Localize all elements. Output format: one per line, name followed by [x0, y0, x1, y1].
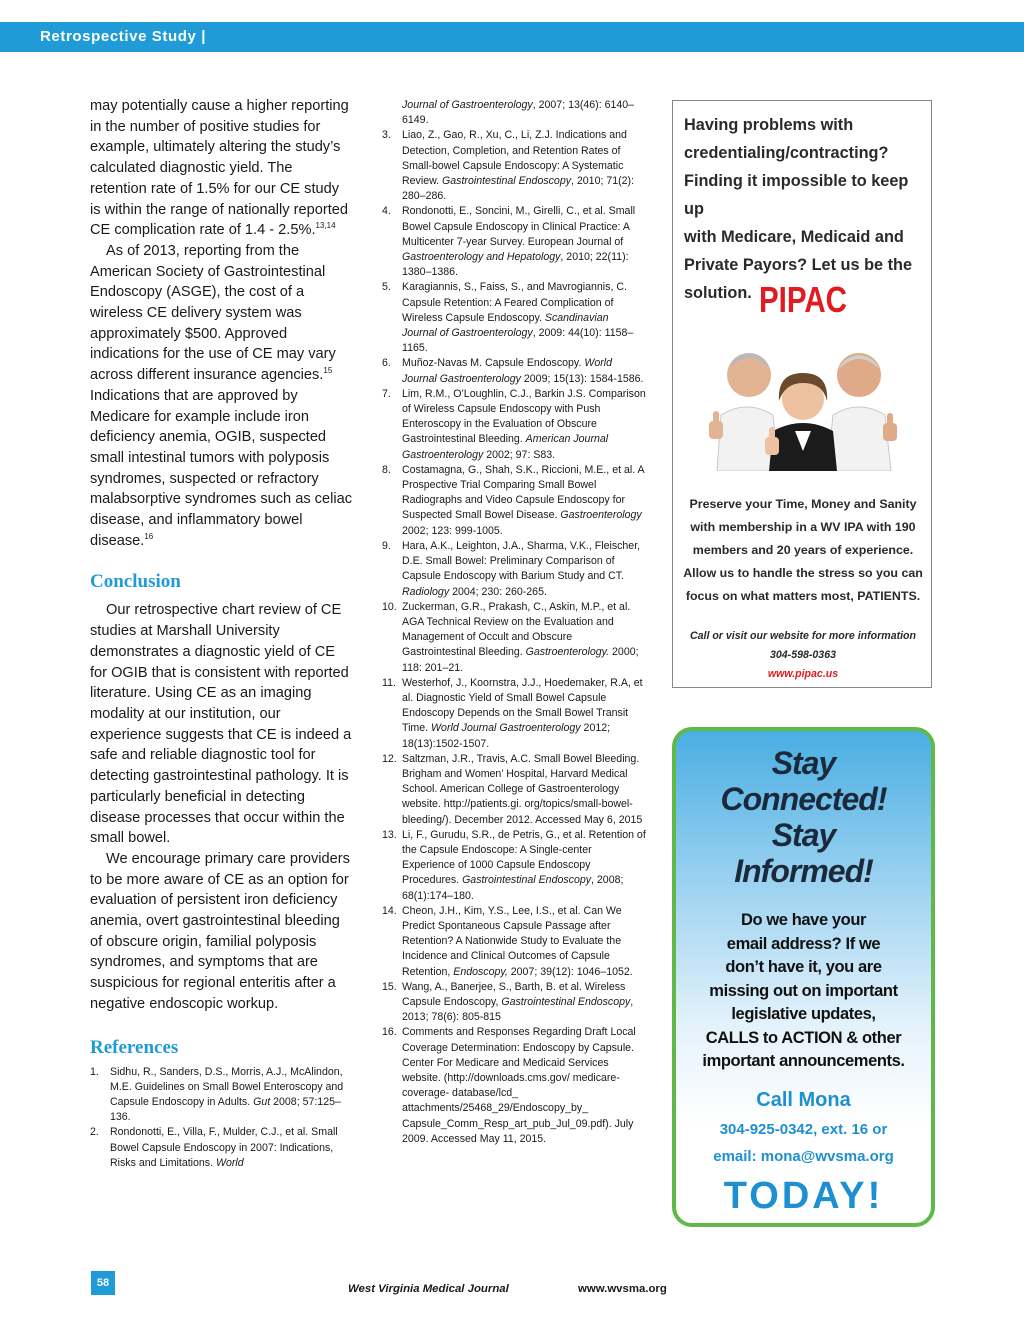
- body-paragraph: may potentially cause a higher reporting in the number of positive studies for example, ultimately altering the study’s calculated diagnostic yield. The retention rate of 1.5% for our CE study is within the range of nationally reported CE complication rate of 1.4 - 2.5%.$^{13,14}$: [90, 98, 349, 239]
- citation-superscript: 13,14: [315, 221, 336, 231]
- reference-continuation: Journal of Gastroenterology, 2007; 13(46): 6140–6149.: [402, 99, 635, 127]
- reference-item: 9. Hara, A.K., Leighton, J.A., Sharma, V.K., Fleischer, D.E. Small Bowel: Preliminary Comparison of Capsule Endoscopy with Barium Study and CT. Radiology 2004; 230: 260-265.: [382, 539, 641, 598]
- column-middle: [382, 98, 646, 1147]
- ad-headline-line: Stay: [771, 817, 836, 853]
- reference-item: 14. Cheon, J.H., Kim, Y.S., Lee, I.S., et al. Can We Predict Spontaneous Capsule Passage after Retention? A Nationwide Study to Evaluate the Incidence and Clinical Outcomes of Capsule Retention, Endoscopy, 2007; 39(12): 1046–1052.: [382, 904, 633, 978]
- reference-item: 15. Wang, A., Banerjee, S., Barth, B. et al. Wireless Capsule Endoscopy, Gastrointestinal Endoscopy, 2013; 78(6): 805-815: [382, 980, 634, 1024]
- pipac-phone: 304-598-0363: [770, 649, 836, 661]
- reference-item: 4. Rondonotti, E., Soncini, M., Girelli, C., et al. Small Bowel Capsule Endoscopy in Clinical Practice: A Multicenter 7-year Survey. European Journal of Gastroenterology and Hepatology, 2010; 22(11): 1380–1386.: [382, 205, 636, 279]
- conclusion-heading: Conclusion: [90, 571, 181, 593]
- woman-center-figure: [765, 373, 837, 471]
- reference-item: 12. Saltzman, J.R., Travis, A.C. Small Bowel Bleeding. Brigham and Women’ Hospital, Harvard Medical School. American College of Gastroenterology website. http://patients.gi. org/topics/small-bowel-bleeding/). December 2012. Accessed May 6, 2015: [382, 752, 643, 826]
- reference-list: [90, 1065, 352, 1171]
- ad-email-link[interactable]: email: mona@wvsma.org: [713, 1148, 894, 1165]
- pipac-headline: Having problems with credentialing/contracting? Finding it impossible to keep up with Medicare, Medicaid and Private Payors? Let us be the solution.: [684, 116, 913, 302]
- pipac-website-link[interactable]: www.pipac.us: [767, 668, 839, 680]
- ad-question: Do we have your email address? If we don’t have it, you are missing out on important legislative updates, CALLS to ACTION & other important announcements.: [702, 911, 905, 1070]
- footer-website: www.wvsma.org: [578, 1283, 667, 1295]
- reference-item: 5. Karagiannis, S., Faiss, S., and Mavrogiannis, C. Capsule Retention: A Feared Complication of Wireless Capsule Endoscopy. Scandinavian Journal of Gastroenterology, 2009: 44(10): 1158–1165.: [382, 281, 634, 355]
- reference-item: 13. Li, F., Gurudu, S.R., de Petris, G., et al. Retention of the Capsule Endoscope: A Single-center Experience of 1000 Capsule Endoscopy Procedures. Gastrointestinal Endoscopy, 2008; 68(1):174–180.: [382, 828, 646, 902]
- citation-superscript: 16: [144, 531, 154, 541]
- body-paragraph: As of 2013, reporting from the American Society of Gastrointestinal Endoscopy (ASGE), the cost of a wireless CE delivery system was approximately $500. Approved indications for the use of CE may vary across different insurance agencies.$^{15}$ Indications that are approved by Medicare for example include iron deficiency anemia, OGIB, suspected small intestinal tumors with polyposis syndromes, suspected or refractory malabsorptive syndromes such as celiac disease, and inflammatory bowel disease.$^{16}$: [90, 242, 352, 549]
- pipac-contact: [681, 627, 925, 684]
- footer-journal-name: West Virginia Medical Journal: [348, 1283, 509, 1295]
- conclusion-paragraph: We encourage primary care providers to be more aware of CE as an option for evaluation of persistent iron deficiency anemia, overt gastrointestinal bleeding of obscure origin, familial polyposis syndromes, and symptoms that are suspicious for regional enteritis after a negative endoscopic workup.: [90, 850, 350, 1012]
- ad-call-text: Call Mona: [756, 1089, 851, 1111]
- pipac-cta: Call or visit our website for more information: [689, 630, 917, 642]
- pipac-logo-text: PIPAC: [758, 279, 848, 320]
- reference-item: 2. Rondonotti, E., Villa, F., Mulder, C.J., et al. Small Bowel Capsule Endoscopy in 2007: Indications, Risks and Limitations. World: [90, 1126, 338, 1169]
- references-heading: References: [90, 1036, 179, 1058]
- ad-headline-line: Informed!: [734, 853, 873, 889]
- reference-item: 11. Westerhof, J., Koornstra, J.J., Hoedemaker, R.A, et al. Diagnostic Yield of Small Bowel Capsule Endoscopy Depends on the Small Bowel Transit Time. World Journal Gastroenterology 2012; 18(13):1502-1507.: [382, 676, 643, 750]
- reference-item: 10. Zuckerman, G.R., Prakash, C., Askin, M.P., et al. AGA Technical Review on the Evaluation and Management of Occult and Obscure Gastrointestinal Bleeding. Gastroenterology. 2000; 118: 201–21.: [382, 600, 639, 674]
- reference-item: 7. Lim, R.M., O’Loughlin, C.J., Barkin J.S. Comparison of Wireless Capsule Endoscopy with Push Enteroscopy in the Evaluation of Obscure Gastrointestinal Bleeding. American Journal Gastroenterology 2002; 97: S83.: [382, 387, 646, 461]
- doctors-photo: [707, 339, 899, 471]
- ad-headline-line: Stay: [771, 745, 836, 781]
- column-left: [90, 96, 352, 1171]
- reference-item: 3. Liao, Z., Gao, R., Xu, C., Li, Z.J. Indications and Detection, Completion, and Retention Rates of Small-bowel Capsule Endoscopy: A Systematic Review. Gastrointestinal Endoscopy, 2010; 71(2): 280–286.: [382, 129, 635, 203]
- wvsma-advertisement: [672, 727, 935, 1227]
- reference-item: 6. Muñoz-Navas M. Capsule Endoscopy. World Journal Gastroenterology 2009; 15(13): 1584-1586.: [382, 357, 644, 385]
- running-header: Retrospective Study |: [40, 28, 207, 45]
- conclusion-paragraph: Our retrospective chart review of CE studies at Marshall University demonstrates a diagnostic yield of CE for OGIB that is consistent with reported literature. Using CE as an imaging modality at our institution, our experience suggests that CE is indeed a safe and reliable diagnostic tool for detecting gastrointestinal pathology. It is particularly beneficial in detecting disease processes that occur within the small bowel.: [90, 602, 352, 847]
- reference-item: 16. Comments and Responses Regarding Draft Local Coverage Determination: Endoscopy by Capsule. Center For Medicare and Medicaid Services website. (http://downloads.cms.gov/ medicare-coverage- database/lcd_ attachments/25468_29/Endoscopy_by_ Capsule_Comm_Resp_art_pub_Jul_09.pdf). July 2009. Accessed May 11, 2015.: [382, 1026, 636, 1145]
- citation-superscript: 15: [323, 366, 333, 376]
- header-bar: [0, 22, 1024, 52]
- reference-item: 1. Sidhu, R., Sanders, D.S., Morris, A.J., McAlindon, M.E. Guidelines on Small Bowel Enteroscopy and Capsule Endoscopy in Adults. Gut 2008; 57:125–136.: [90, 1065, 344, 1124]
- reference-list: [382, 128, 646, 1147]
- ad-today-text: TODAY!: [723, 1175, 884, 1217]
- pipac-body: Preserve your Time, Money and Sanity with membership in a WV IPA with 190 members and 20 years of experience. Allow us to handle the stress so you can focus on what matters most, PATIENTS.: [683, 497, 923, 603]
- ad-headline-line: Connected!: [720, 781, 887, 817]
- reference-item: 8. Costamagna, G., Shah, S.K., Riccioni, M.E., et al. A Prospective Trial Comparing Small Bowel Radiographs and Video Capsule Endoscopy for Suspected Small Bowel Disease. Gastroenterology 2002; 123: 999-1005.: [382, 463, 645, 537]
- doctor-right-figure: [827, 353, 897, 471]
- ad-phone: 304-925-0342, ext. 16 or: [719, 1121, 888, 1138]
- pipac-advertisement: [672, 100, 932, 688]
- page-number: 58: [91, 1271, 115, 1295]
